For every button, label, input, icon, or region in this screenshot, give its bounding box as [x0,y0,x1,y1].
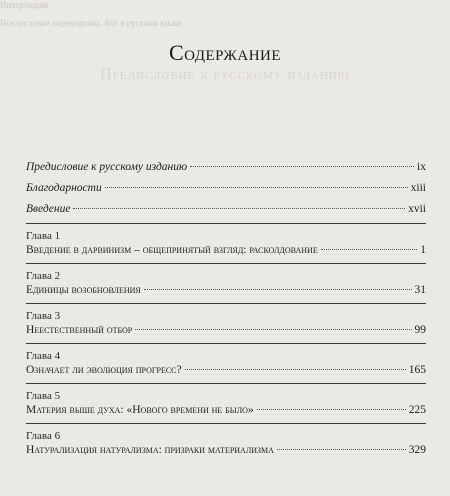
page-number: 329 [408,444,426,456]
chapter-number: Глава 2 [26,270,61,282]
toc-chapter-1[interactable] [26,224,426,263]
chapter-title: Означает ли эволюция прогресс? [26,364,182,376]
entry-label: Введение [26,203,71,215]
dot-leader [144,289,412,290]
toc-chapter-4[interactable] [26,344,426,383]
dot-leader [277,449,406,450]
chapter-entry [26,403,426,417]
page-number: 31 [414,284,426,296]
chapter-number: Глава 6 [26,430,61,442]
page-number: 165 [408,364,426,376]
dot-leader [185,369,406,370]
page-number: xvii [408,203,426,215]
toc-entry-introduction[interactable] [26,202,426,216]
page-number: 225 [408,404,426,416]
chapter-number: Глава 3 [26,310,61,322]
chapter-title: Материя выше духа: «Нового времени не было» [26,404,254,416]
bleed-through-text: Послесловие переводчика. Бог в русском языке [0,18,182,28]
toc-chapter-5[interactable] [26,384,426,423]
dot-leader [257,409,406,410]
bleed-through-line-2 [0,18,450,28]
table-of-contents [26,152,426,463]
entry-label: Предисловие к русскому изданию [26,161,188,173]
chapter-entry [26,443,426,457]
chapter-number: Глава 1 [26,230,61,242]
dot-leader [190,166,414,167]
toc-chapter-2[interactable] [26,264,426,303]
chapter-number: Глава 5 [26,390,61,402]
dot-leader [105,187,408,188]
chapter-title: Введение в дарвинизм – общепринятый взгляд: расколдование [26,244,318,256]
bleed-through-line-1 [0,0,450,10]
toc-chapter-3[interactable] [26,304,426,343]
chapter-title: Неестественный отбор [26,324,133,336]
page-number: 1 [420,244,426,256]
chapter-title: Единицы возобновления [26,284,141,296]
page-number: xiii [410,182,426,194]
chapter-entry [26,363,426,377]
chapter-entry [26,283,426,297]
front-matter-list [26,160,426,216]
page-title: Содержание [168,40,282,65]
bleed-through-text: Интерлюдия [0,0,48,10]
toc-entry-preface[interactable] [26,160,426,174]
toc-chapter-6[interactable] [26,424,426,463]
chapter-entry [26,323,426,337]
dot-leader [135,329,411,330]
dot-leader [321,249,418,250]
chapter-title: Натурализация натурализма: призраки материализма [26,444,274,456]
page-number: 99 [414,324,426,336]
toc-entry-acknowledgements[interactable] [26,181,426,195]
dot-leader [73,208,405,209]
chapter-entry [26,243,426,257]
chapter-number: Глава 4 [26,350,61,362]
page-number: ix [417,161,426,173]
entry-label: Благодарности [26,182,102,194]
bleed-through-heading: Предисловие к русскому изданию [100,66,350,83]
